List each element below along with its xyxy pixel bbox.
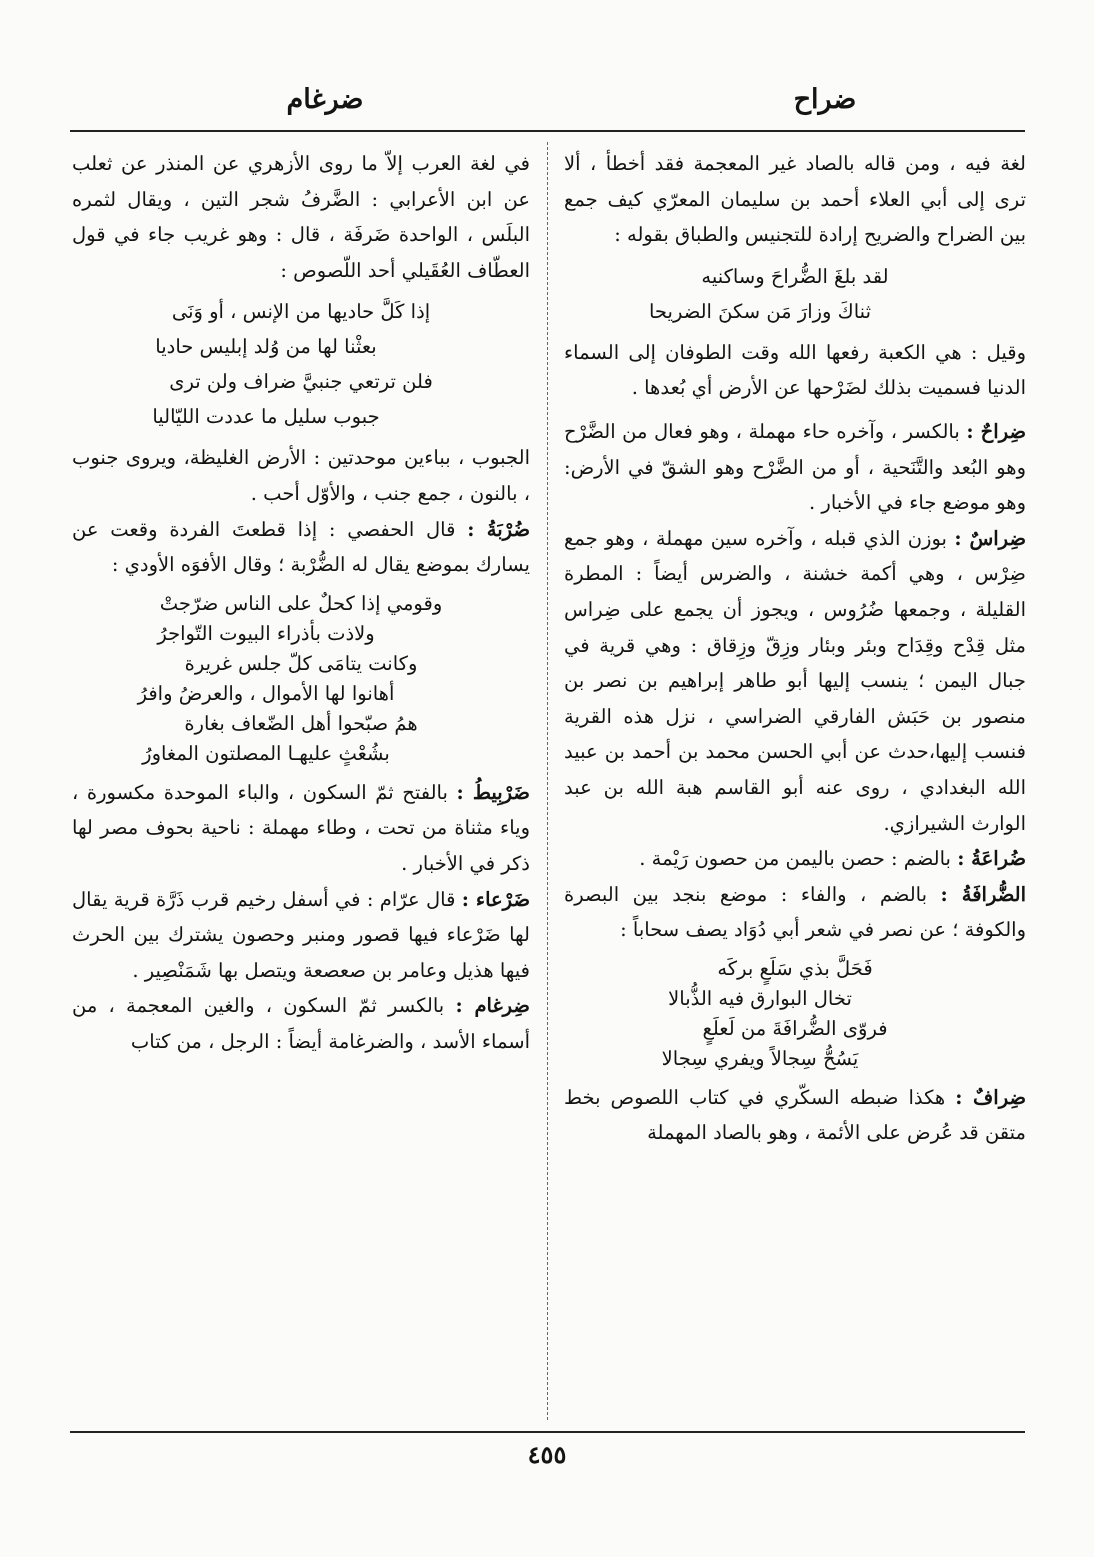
verse bbox=[72, 294, 530, 434]
verse-line: جبوب سليل ما عددت الليّاليا bbox=[152, 405, 380, 429]
verse-line: بشُعْثٍ عليهـا المصلتون المغاورُ bbox=[142, 741, 390, 765]
entry-darbit bbox=[72, 775, 530, 882]
paragraph: وقيل : هي الكعبة رفعها الله وقت الطوفان إلى السماء الدنيا فسميت بذلك لضَرْحها عن الأرض أي بُعدها . bbox=[564, 340, 1026, 400]
footer-rule bbox=[70, 1431, 1025, 1433]
verse-line: ثناكَ وزارَ مَن سكنَ الضريحا bbox=[648, 299, 871, 323]
right-column bbox=[564, 146, 1026, 1151]
verse bbox=[564, 954, 1026, 1074]
entry-text: هكذا ضبطه السكّري في كتاب اللصوص بخط متقن قد عُرض على الأئمة ، وهو بالصاد المهملة bbox=[564, 1085, 1026, 1145]
paragraph: في لغة العرب إلاّ ما روى الأزهري عن المنذر عن ثعلب عن ابن الأعرابي : الضَّرفُ شجر التين ، ويقال لثمره البلَس ، الواحدة ضَرفَة ، قال : وهو غريب جاء في قول العطّاف العُقَيلي أحد اللّصوص : bbox=[72, 152, 530, 282]
verse bbox=[564, 259, 1026, 329]
entry-text: بالكسر ، وآخره حاء مهملة ، وهو فعال من الضَّرْح وهو البُعد والتَّنَحية ، أو من الضَّرْح وهو الشقّ في الأرض: وهو موضع جاء في الأخبار . bbox=[564, 419, 1026, 515]
verse-line: إذا كَلَّ حاديها من الإنس ، أو وَنَى bbox=[171, 300, 431, 324]
entry-text: قال الحفصي : إذا قطعتَ الفردة وقعت عن يسارك بموضع يقال له الضُّرْبة ؛ وقال الأفوَه الأودي : bbox=[72, 517, 530, 577]
verse-line: تخال البوارق فيه الذُّبالا bbox=[668, 986, 852, 1010]
entry-headword: ضَرْبِيطُ : bbox=[456, 780, 530, 804]
verse-line: وكانت يتامَى كلّ جلس غريرة bbox=[184, 651, 418, 675]
entry-headword: الضُّرافَةُ : bbox=[940, 882, 1027, 906]
left-column bbox=[72, 146, 530, 1060]
verse-line: ولاذت بأذراء البيوت التّواجرُ bbox=[157, 621, 375, 645]
entry-headword: ضِراحٌ : bbox=[966, 419, 1027, 443]
entry-text: قال عرّام : في أسفل رخيم قرب ذَرَّة قرية يقال لها ضَرْعاء فيها قصور ومنبر وحصون يشترك بين الحرث فيها هذيل وعامر بن صعصعة ويتصل بها شَمَنْصِير . bbox=[72, 887, 530, 982]
entry-text: بالكسر ثمّ السكون ، والغين المعجمة ، من أسماء الأسد ، والضرغامة أيضاً : الرجل ، من كتاب bbox=[72, 994, 530, 1053]
page-number: ٤٥٥ bbox=[527, 1440, 567, 1469]
verse-line: بعثْنا لها من وُلد إبليس حاديا bbox=[155, 335, 377, 359]
paragraph: لغة فيه ، ومن قاله بالصاد غير المعجمة فقد أخطأ ، ألا ترى إلى أبي العلاء أحمد بن سليمان المعرّي كيف جمع بين الضراح والضريح إرادة للتجنيس والطباق بقوله : bbox=[564, 152, 1026, 247]
entry-text: بالضم : حصن باليمن من حصون رَيْمة . bbox=[639, 847, 951, 871]
verse bbox=[72, 589, 530, 769]
entry-diraf bbox=[564, 1080, 1026, 1151]
entry-dirgham bbox=[72, 988, 530, 1059]
entry-text: بالفتح ثمّ السكون ، والباء الموحدة مكسورة ، وياء مثناة من تحت ، وطاء مهملة : ناحية بحوف مصر لها ذكر في الأخبار . bbox=[72, 780, 530, 875]
entry-durafah bbox=[564, 877, 1026, 948]
verse-line: فَحَلَّ بذي سَلَعٍ بركَه bbox=[717, 956, 873, 980]
entry-headword: ضَرْعاء : bbox=[461, 887, 530, 911]
verse-line: فلن ترتعي جنبيَّ ضراف ولن ترى bbox=[169, 370, 433, 394]
entry-headword: ضُرْبَةُ : bbox=[467, 517, 530, 541]
verse-line: يَسُحُّ سِجالاً ويفري سِجالا bbox=[661, 1046, 859, 1070]
entry-headword: ضِرافٌ : bbox=[955, 1085, 1027, 1109]
entry-diras bbox=[564, 521, 1026, 841]
entry-text: بالضم ، والفاء : موضع بنجد بين البصرة والكوفة ؛ عن نصر في شعر أبي دُوَاد يصف سحاباً : bbox=[564, 882, 1026, 942]
entry-headword: ضِراسٌ : bbox=[954, 526, 1027, 550]
verse-line: لقد بلغَ الضُّراحَ وساكنيه bbox=[701, 264, 889, 288]
entry-durbah bbox=[72, 512, 530, 583]
entry-daraa bbox=[72, 882, 530, 989]
verse-line: فروّى الضُّرافَةَ من لَعلَعٍ bbox=[702, 1016, 888, 1040]
entry-dirah bbox=[564, 414, 1026, 521]
verse-line: همُ صبّحوا أهل الضّعاف بغارة bbox=[184, 711, 418, 735]
paragraph: الجبوب ، بباءين موحدتين : الأرض الغليظة، ويروى جنوب ، بالنون ، جمع جنب ، والأوّل أحب . bbox=[72, 446, 530, 505]
column-separator bbox=[547, 142, 548, 1420]
running-header-right: ضراح bbox=[793, 84, 857, 115]
verse-line: أهانوا لها الأموال ، والعرضُ وافرُ bbox=[137, 681, 395, 705]
verse-line: وقومي إذا كحلٌ على الناس ضرّجتْ bbox=[159, 591, 443, 615]
entry-duraah bbox=[564, 841, 1026, 877]
running-header-left: ضرغام bbox=[286, 84, 364, 115]
entry-headword: ضِرغام : bbox=[455, 994, 530, 1018]
entry-headword: ضُراعَةُ : bbox=[957, 847, 1026, 871]
entry-text: بوزن الذي قبله ، وآخره سين مهملة ، وهو جمع ضِرْس ، وهي أكمة خشنة ، والضرس أيضاً : المطرة القليلة ، وجمعها ضُرُوس ، ويجوز أن يجمع على ضِراس مثل قِدْح وقِدَاح وبئر وبئار وزِقّ وزِقاق : وهي قرية في جبال اليمن ؛ ينسب إليها أبو طاهر إبراهيم بن نصر بن منصور بن حَبَش الفارقي الضراسي ، نزل هذه القرية فنسب إليها،حدث عن أبي الحسن محمد بن أحمد بن عبيد الله البغدادي ، روى عنه أبو القاسم هبة الله بن عبد الوارث الشيرازي. bbox=[564, 526, 1026, 835]
header-rule bbox=[70, 130, 1025, 132]
